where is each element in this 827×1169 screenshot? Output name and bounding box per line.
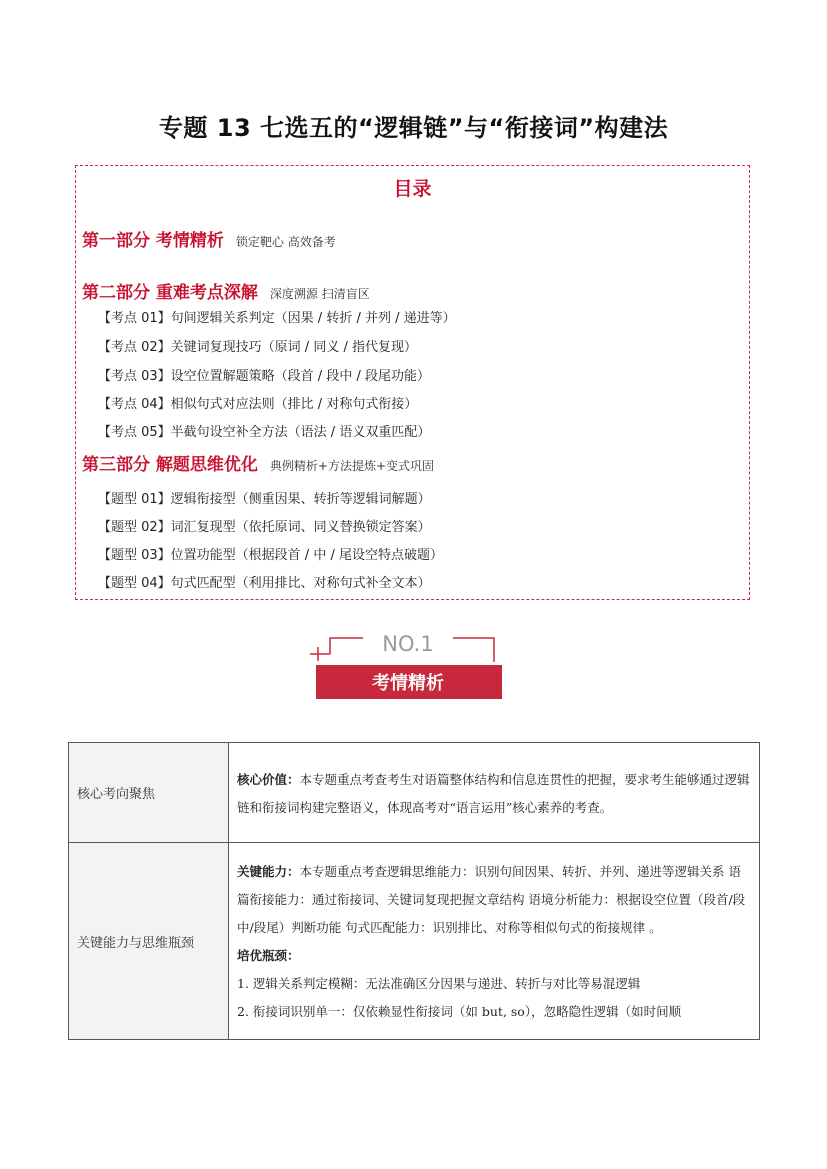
toc-item-kaodian-03[interactable]: 【考点 03】设空位置解题策略（段首 / 段中 / 段尾功能） <box>98 369 430 384</box>
toc-part-subtitle: 深度溯源 扫清盲区 <box>269 287 370 301</box>
banner-number: NO.1 <box>382 632 434 656</box>
toc-item-kaodian-05[interactable]: 【考点 05】半截句设空补全方法（语法 / 语义双重匹配） <box>98 425 431 440</box>
table-row <box>69 843 760 1040</box>
content-text: 本专题重点考查逻辑思维能力：识别句间因果、转折、并列、递进等逻辑关系 语篇衔接能力：通过衔接词、关键词复现把握文章结构 语境分析能力：根据设空位置（段首/段中/段尾）判断功能 句式匹配能力：识别排比、对称等相似句式的衔接规律 。 <box>237 864 746 935</box>
section-banner <box>308 630 508 702</box>
analysis-table <box>68 742 760 1040</box>
toc-part-subtitle: 典例精析+方法提炼+变式巩固 <box>269 459 435 473</box>
toc-heading: 目录 <box>393 178 432 200</box>
row-label: 核心考向聚焦 <box>69 743 229 843</box>
toc-item-tixing-02[interactable]: 【题型 02】词汇复现型（依托原词、同义替换锁定答案） <box>98 520 431 535</box>
toc-part-subtitle: 锁定靶心 高效备考 <box>235 235 336 249</box>
row-content <box>229 743 760 843</box>
toc-part-1[interactable] <box>82 226 336 251</box>
toc-part-title: 第二部分 重难考点深解 <box>82 283 258 303</box>
toc-item-kaodian-04[interactable]: 【考点 04】相似句式对应法则（排比 / 对称句式衔接） <box>98 397 418 412</box>
table-of-contents <box>75 165 750 600</box>
table-row <box>69 743 760 843</box>
content-lead: 关键能力： <box>237 864 300 879</box>
toc-item-tixing-03[interactable]: 【题型 03】位置功能型（根据段首 / 中 / 尾设空特点破题） <box>98 548 443 563</box>
banner-label: 考情精析 <box>372 673 444 694</box>
toc-part-title: 第三部分 解题思维优化 <box>82 455 258 475</box>
content-lead: 核心价值： <box>237 771 300 787</box>
row-label: 关键能力与思维瓶颈 <box>69 843 229 1040</box>
toc-part-2[interactable] <box>82 278 370 303</box>
toc-item-kaodian-01[interactable]: 【考点 01】句间逻辑关系判定（因果 / 转折 / 并列 / 递进等） <box>98 311 456 326</box>
toc-part-3[interactable] <box>82 450 434 475</box>
content-text: 本专题重点考查考生对语篇整体结构和信息连贯性的把握，要求考生能够通过逻辑链和衔接词构建完整语义，体现高考对“语言运用”核心素养的考查。 <box>237 771 750 815</box>
toc-item-tixing-01[interactable]: 【题型 01】逻辑衔接型（侧重因果、转折等逻辑词解题） <box>98 492 431 507</box>
toc-part-title: 第一部分 考情精析 <box>82 231 224 251</box>
bottleneck-item-2: 2. 衔接词识别单一：仅依赖显性衔接词（如 but, so），忽略隐性逻辑（如时间顺 <box>237 1004 682 1019</box>
row-content <box>229 843 760 1040</box>
content-lead-2: 培优瓶颈： <box>237 948 300 963</box>
toc-item-kaodian-02[interactable]: 【考点 02】关键词复现技巧（原词 / 同义 / 指代复现） <box>98 340 417 355</box>
bottleneck-item-1: 1. 逻辑关系判定模糊：无法准确区分因果与递进、转折与对比等易混逻辑 <box>237 976 641 991</box>
toc-item-tixing-04[interactable]: 【题型 04】句式匹配型（利用排比、对称句式补全文本） <box>98 576 431 591</box>
document-title: 专题 13 七选五的“逻辑链”与“衔接词”构建法 <box>158 114 669 142</box>
